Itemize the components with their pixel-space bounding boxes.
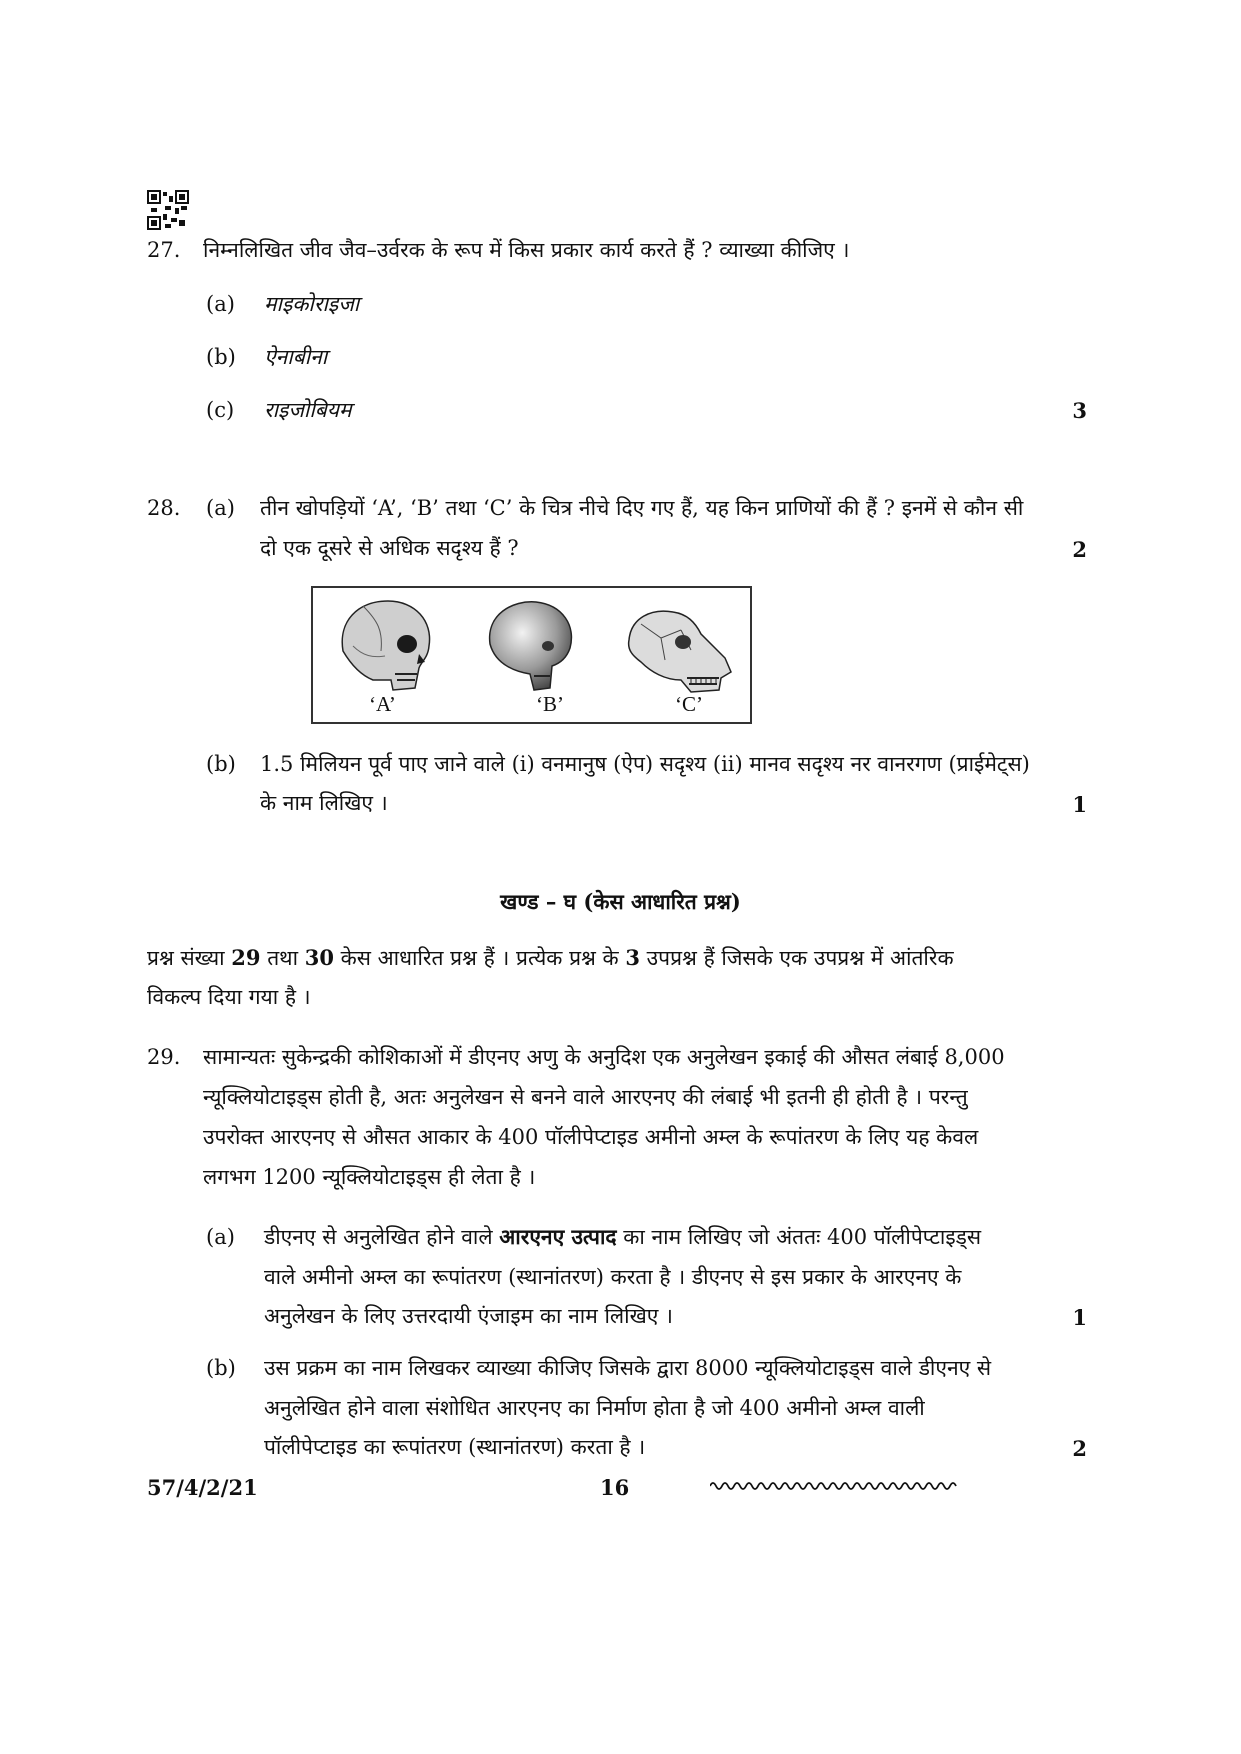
q28-b-marks: 1 bbox=[1072, 792, 1087, 817]
skull-b-image bbox=[478, 596, 583, 696]
q29-line1: सामान्यतः सुकेन्द्रकी कोशिकाओं में डीएनए अणु के अनुदिश एक अनुलेखन इकाई की औसत लंबाई 8,000 bbox=[203, 1045, 1005, 1069]
section-instr-pre: प्रश्न संख्या bbox=[147, 946, 225, 970]
skull-a-label: ‘A’ bbox=[369, 692, 396, 716]
section-instr-n1: 29 bbox=[231, 945, 261, 970]
q29-line2: न्यूक्लियोटाइड्स होती है, अतः अनुलेखन से बनने वाले आरएनए की लंबाई भी इतनी ही होती है । परन्तु bbox=[203, 1085, 968, 1109]
q27-option-a-label: (a) bbox=[206, 292, 235, 316]
q28-number: 28. bbox=[147, 496, 181, 520]
q29-a-line1 bbox=[264, 1217, 981, 1257]
skull-figure bbox=[311, 586, 752, 724]
q29-a-line2: वाले अमीनो अम्ल का रूपांतरण (स्थानांतरण) करता है । डीएनए से इस प्रकार के आरएनए के bbox=[264, 1265, 962, 1289]
footer-wavy-line bbox=[710, 1478, 960, 1494]
q29-b-line1: उस प्रक्रम का नाम लिखकर व्याख्या कीजिए जिसके द्वारा 8000 न्यूक्लियोटाइड्स वाले डीएनए से bbox=[264, 1356, 992, 1380]
footer-paper-code: 57/4/2/21 bbox=[147, 1475, 258, 1500]
q28-b-line1: 1.5 मिलियन पूर्व पाए जाने वाले (i) वनमानुष (ऐप) सदृश्य (ii) मानव सदृश्य नर वानरगण (प्राईमेट्स) bbox=[260, 752, 1030, 776]
q28-b-label: (b) bbox=[206, 752, 236, 776]
q29-line3: उपरोक्त आरएनए से औसत आकार के 400 पॉलीपेप्टाइड अमीनो अम्ल के रूपांतरण के लिए यह केवल bbox=[203, 1125, 979, 1149]
section-instr-n3: 3 bbox=[625, 945, 640, 970]
q27-option-b-label: (b) bbox=[206, 345, 236, 369]
q29-a-l1-pre: डीएनए से अनुलेखित होने वाले bbox=[264, 1225, 493, 1249]
q29-line4: लगभग 1200 न्यूक्लियोटाइड्स ही लेता है । bbox=[203, 1165, 536, 1189]
section-heading: खण्ड – घ (केस आधारित प्रश्न) bbox=[500, 889, 741, 914]
q27-number: 27. bbox=[147, 238, 181, 262]
q29-a-label: (a) bbox=[206, 1225, 235, 1249]
q27-option-c-label: (c) bbox=[206, 398, 235, 422]
q29-b-label: (b) bbox=[206, 1356, 236, 1380]
q27-marks: 3 bbox=[1072, 398, 1087, 423]
q28-a-line2: दो एक दूसरे से अधिक सदृश्य हैं ? bbox=[260, 536, 519, 560]
section-instr-n2: 30 bbox=[304, 945, 334, 970]
q29-b-line2: अनुलेखित होने वाला संशोधित आरएनए का निर्माण होता है जो 400 अमीनो अम्ल वाली bbox=[264, 1396, 925, 1420]
q29-a-l1-post: का नाम लिखिए जो अंततः 400 पॉलीपेप्टाइड्स bbox=[623, 1225, 982, 1249]
q28-b-line2: के नाम लिखिए । bbox=[260, 791, 388, 815]
section-instructions-line2: विकल्प दिया गया है । bbox=[147, 985, 311, 1009]
section-instr-mid: तथा bbox=[267, 946, 299, 970]
skull-a-image bbox=[333, 596, 443, 696]
skull-c-image bbox=[621, 600, 736, 700]
q27-option-b-text: ऐनाबीना bbox=[264, 345, 328, 369]
q29-b-marks: 2 bbox=[1072, 1436, 1087, 1461]
q29-number: 29. bbox=[147, 1045, 181, 1069]
q28-a-line1: तीन खोपड़ियों ‘A’, ‘B’ तथा ‘C’ के चित्र नीचे दिए गए हैं, यह किन प्राणियों की हैं ? इनमें से कौन सी bbox=[260, 496, 1024, 520]
footer-page-number: 16 bbox=[600, 1475, 630, 1500]
section-instructions bbox=[147, 938, 1087, 978]
section-instr-end: उपप्रश्न हैं जिसके एक उपप्रश्न में आंतरिक bbox=[646, 946, 954, 970]
q29-b-line3: पॉलीपेप्टाइड का रूपांतरण (स्थानांतरण) करता है । bbox=[264, 1435, 646, 1459]
q27-option-a-text: माइकोराइजा bbox=[264, 292, 360, 316]
q27-option-c-text: राइजोबियम bbox=[264, 398, 352, 422]
q29-a-l1-bold: आरएनए उत्पाद bbox=[499, 1224, 617, 1249]
q29-a-line3: अनुलेखन के लिए उत्तरदायी एंजाइम का नाम लिखिए । bbox=[264, 1304, 673, 1328]
section-instr-post: केस आधारित प्रश्न हैं । प्रत्येक प्रश्न के bbox=[340, 946, 619, 970]
q28-a-marks: 2 bbox=[1072, 537, 1087, 562]
skull-b-label: ‘B’ bbox=[536, 692, 564, 716]
qr-code bbox=[147, 190, 189, 230]
q29-a-marks: 1 bbox=[1072, 1305, 1087, 1330]
q28-a-label: (a) bbox=[206, 496, 235, 520]
skull-c-label: ‘C’ bbox=[675, 692, 703, 716]
q27-text: निम्नलिखित जीव जैव–उर्वरक के रूप में किस प्रकार कार्य करते हैं ? व्याख्या कीजिए । bbox=[203, 238, 850, 262]
